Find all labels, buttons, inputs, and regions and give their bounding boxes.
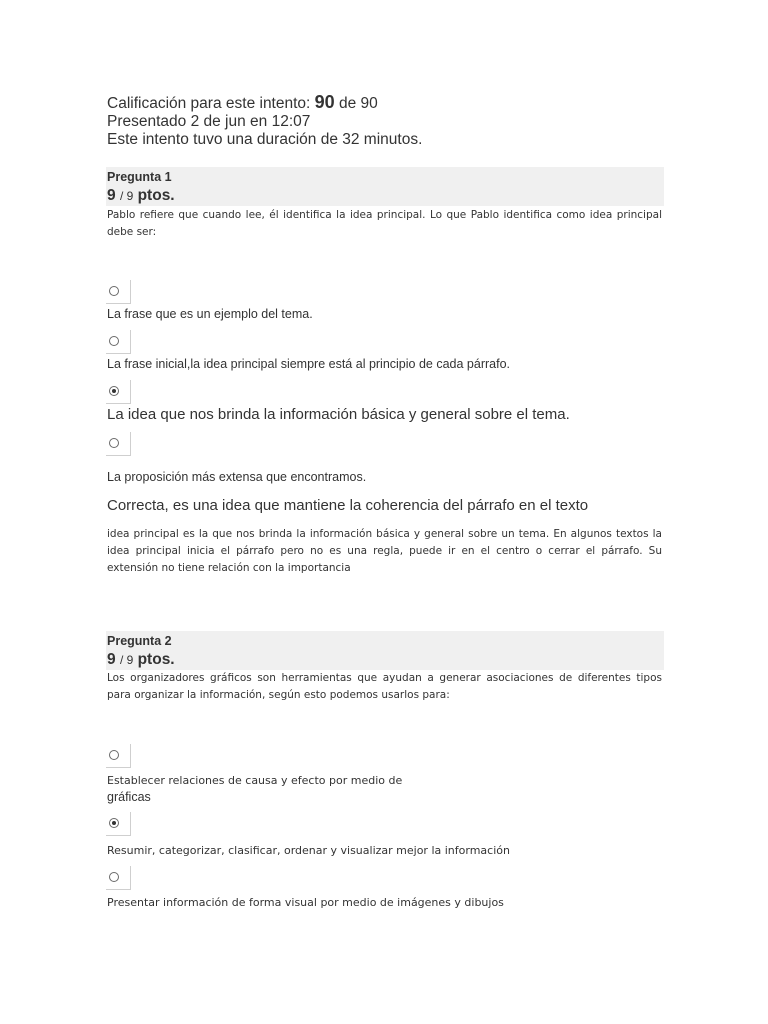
feedback-title-1: Correcta, es una idea que mantiene la coherencia del párrafo en el texto: [107, 497, 589, 514]
radio-selected-icon: [109, 818, 119, 828]
points-earned: 9: [107, 651, 116, 668]
submitted-date: Presentado 2 de jun en 12:07: [107, 113, 311, 130]
option-label: La frase inicial,la idea principal siempre está al principio de cada párrafo.: [107, 357, 510, 371]
attempt-duration: Este intento tuvo una duración de 32 minutos.: [107, 131, 423, 148]
score-label: Calificación para este intento:: [107, 95, 311, 112]
score-total: de 90: [339, 95, 378, 112]
option-label: Presentar información de forma visual por medio de imágenes y dibujos: [107, 896, 504, 909]
option-label: La frase que es un ejemplo del tema.: [107, 307, 313, 321]
radio-q1-option-1[interactable]: [106, 280, 131, 304]
option-label: La proposición más extensa que encontramos.: [107, 470, 367, 484]
question-title-1: Pregunta 1: [107, 170, 172, 184]
question-points-2: [107, 651, 175, 669]
points-total: / 9: [119, 189, 134, 203]
radio-selected-icon: [109, 386, 119, 396]
option-label-selected: Resumir, categorizar, clasificar, ordenar y visualizar mejor la información: [107, 844, 510, 857]
score-line: [107, 93, 378, 113]
radio-q1-option-2[interactable]: [106, 330, 131, 354]
radio-q2-option-1[interactable]: [106, 744, 131, 768]
radio-empty-icon: [109, 872, 119, 882]
question-prompt-2: Los organizadores gráficos son herramientas que ayudan a generar asociaciones de diferentes tipos para organizar la información, según esto podemos usarlos para:: [107, 672, 662, 701]
question-points-1: [107, 187, 175, 205]
points-total: / 9: [119, 653, 134, 667]
feedback-body-1: idea principal es la que nos brinda la información básica y general sobre un tema. En algunos textos la idea principal inicia el párrafo pero no es una regla, puede ir en el centro o cerrar el párrafo. Su extensión no tiene relación con la importancia: [107, 528, 662, 574]
question-prompt-1: Pablo refiere que cuando lee, él identifica la idea principal. Lo que Pablo identifica como idea principal debe ser:: [107, 209, 662, 238]
points-unit: ptos.: [137, 187, 175, 204]
question-title-2: Pregunta 2: [107, 634, 172, 648]
points-unit: ptos.: [137, 651, 175, 668]
question-header-1: [106, 167, 664, 206]
radio-empty-icon: [109, 336, 119, 346]
question-header-2: [106, 631, 664, 670]
option-label-selected: La idea que nos brinda la información básica y general sobre el tema.: [107, 406, 570, 423]
points-earned: 9: [107, 187, 116, 204]
radio-empty-icon: [109, 750, 119, 760]
radio-q1-option-3[interactable]: [106, 380, 131, 404]
radio-q1-option-4[interactable]: [106, 432, 131, 456]
score-value: 90: [314, 92, 335, 112]
radio-q2-option-2[interactable]: [106, 812, 131, 836]
option-label: Establecer relaciones de causa y efecto por medio de: [107, 774, 403, 787]
option-label-line2: gráficas: [107, 790, 151, 804]
radio-empty-icon: [109, 438, 119, 448]
radio-q2-option-3[interactable]: [106, 866, 131, 890]
radio-empty-icon: [109, 286, 119, 296]
